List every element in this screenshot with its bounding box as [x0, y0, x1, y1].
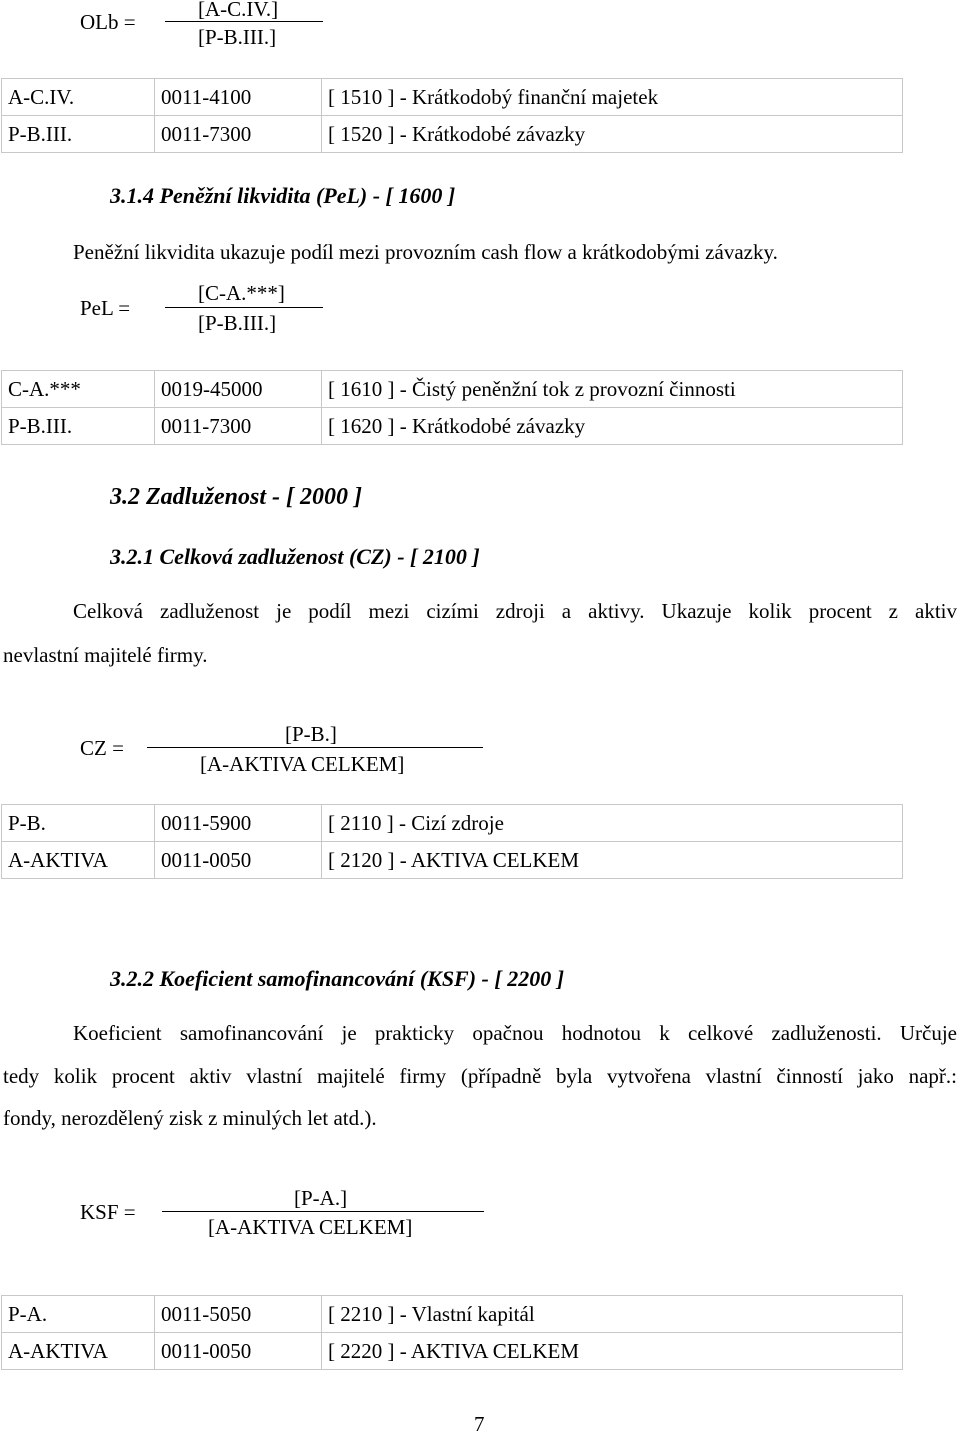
table-cell-desc: [ 2220 ] - AKTIVA CELKEM	[322, 1333, 903, 1370]
table-cell-account: 0011-7300	[155, 408, 322, 445]
table-cell-desc: [ 1510 ] - Krátkodobý finanční majetek	[322, 79, 903, 116]
section-321-text-line2: nevlastní majitelé firmy.	[3, 643, 208, 667]
table-cell-account: 0011-5900	[155, 805, 322, 842]
table-cell-desc: [ 2110 ] - Cizí zdroje	[322, 805, 903, 842]
cz-table	[1, 804, 903, 879]
fraction-bar	[165, 21, 323, 22]
table-cell-code: A-AKTIVA	[2, 842, 155, 879]
section-heading-322: 3.2.2 Koeficient samofinancování (KSF) - [ 2200 ]	[110, 966, 565, 991]
olb-label: OLb =	[80, 10, 136, 34]
section-heading-32: 3.2 Zadluženost - [ 2000 ]	[110, 484, 362, 510]
section-321-text-line1: Celková zadluženost je podíl mezi cizími zdroji a aktivy. Ukazuje kolik procent z aktiv	[73, 599, 957, 623]
table-cell-account: 0011-5050	[155, 1296, 322, 1333]
table-cell-code: A-AKTIVA	[2, 1333, 155, 1370]
olb-table	[1, 78, 903, 153]
section-314-text: Peněžní likvidita ukazuje podíl mezi provozním cash flow a krátkodobými závazky.	[73, 240, 778, 264]
table-row	[2, 371, 903, 408]
section-322-text-line2: tedy kolik procent aktiv vlastní majitelé firmy (případně byla vytvořena vlastní činností jako např.:	[3, 1064, 957, 1088]
table-row	[2, 842, 903, 879]
table-cell-desc: [ 1610 ] - Čistý peněnžní tok z provozní činnosti	[322, 371, 903, 408]
page-number: 7	[474, 1412, 485, 1436]
table-cell-desc: [ 2210 ] - Vlastní kapitál	[322, 1296, 903, 1333]
table-cell-desc: [ 1620 ] - Krátkodobé závazky	[322, 408, 903, 445]
ksf-label: KSF =	[80, 1200, 136, 1224]
section-heading-321: 3.2.1 Celková zadluženost (CZ) - [ 2100 ]	[110, 544, 480, 569]
table-cell-account: 0011-7300	[155, 116, 322, 153]
ksf-numerator: [P-A.]	[294, 1186, 348, 1210]
ksf-denominator: [A-AKTIVA CELKEM]	[208, 1215, 413, 1239]
table-cell-code: P-B.III.	[2, 408, 155, 445]
section-322-text-line1: Koeficient samofinancování je prakticky opačnou hodnotou k celkové zadluženosti. Určuje	[73, 1021, 957, 1045]
section-heading-314: 3.1.4 Peněžní likvidita (PeL) - [ 1600 ]	[110, 183, 456, 208]
table-cell-desc: [ 2120 ] - AKTIVA CELKEM	[322, 842, 903, 879]
olb-denominator: [P-B.III.]	[198, 25, 277, 49]
table-cell-desc: [ 1520 ] - Krátkodobé závazky	[322, 116, 903, 153]
pel-numerator: [C-A.***]	[198, 281, 285, 305]
table-row	[2, 805, 903, 842]
table-row	[2, 1333, 903, 1370]
section-322-text-line3: fondy, nerozdělený zisk z minulých let atd.).	[3, 1106, 377, 1130]
fraction-bar	[162, 1211, 484, 1212]
table-cell-account: 0019-45000	[155, 371, 322, 408]
pel-table	[1, 370, 903, 445]
table-row	[2, 116, 903, 153]
cz-label: CZ =	[80, 736, 124, 760]
table-row	[2, 79, 903, 116]
table-cell-code: A-C.IV.	[2, 79, 155, 116]
fraction-bar	[147, 747, 483, 748]
table-cell-account: 0011-4100	[155, 79, 322, 116]
table-cell-code: C-A.***	[2, 371, 155, 408]
table-row	[2, 1296, 903, 1333]
pel-label: PeL =	[80, 296, 131, 320]
ksf-table	[1, 1295, 903, 1370]
table-cell-code: P-B.	[2, 805, 155, 842]
table-row	[2, 408, 903, 445]
fraction-bar	[165, 307, 323, 308]
pel-denominator: [P-B.III.]	[198, 311, 277, 335]
table-cell-account: 0011-0050	[155, 842, 322, 879]
cz-denominator: [A-AKTIVA CELKEM]	[200, 752, 405, 776]
table-cell-code: P-B.III.	[2, 116, 155, 153]
table-cell-account: 0011-0050	[155, 1333, 322, 1370]
olb-numerator: [A-C.IV.]	[198, 0, 279, 21]
cz-numerator: [P-B.]	[285, 722, 337, 746]
table-cell-code: P-A.	[2, 1296, 155, 1333]
